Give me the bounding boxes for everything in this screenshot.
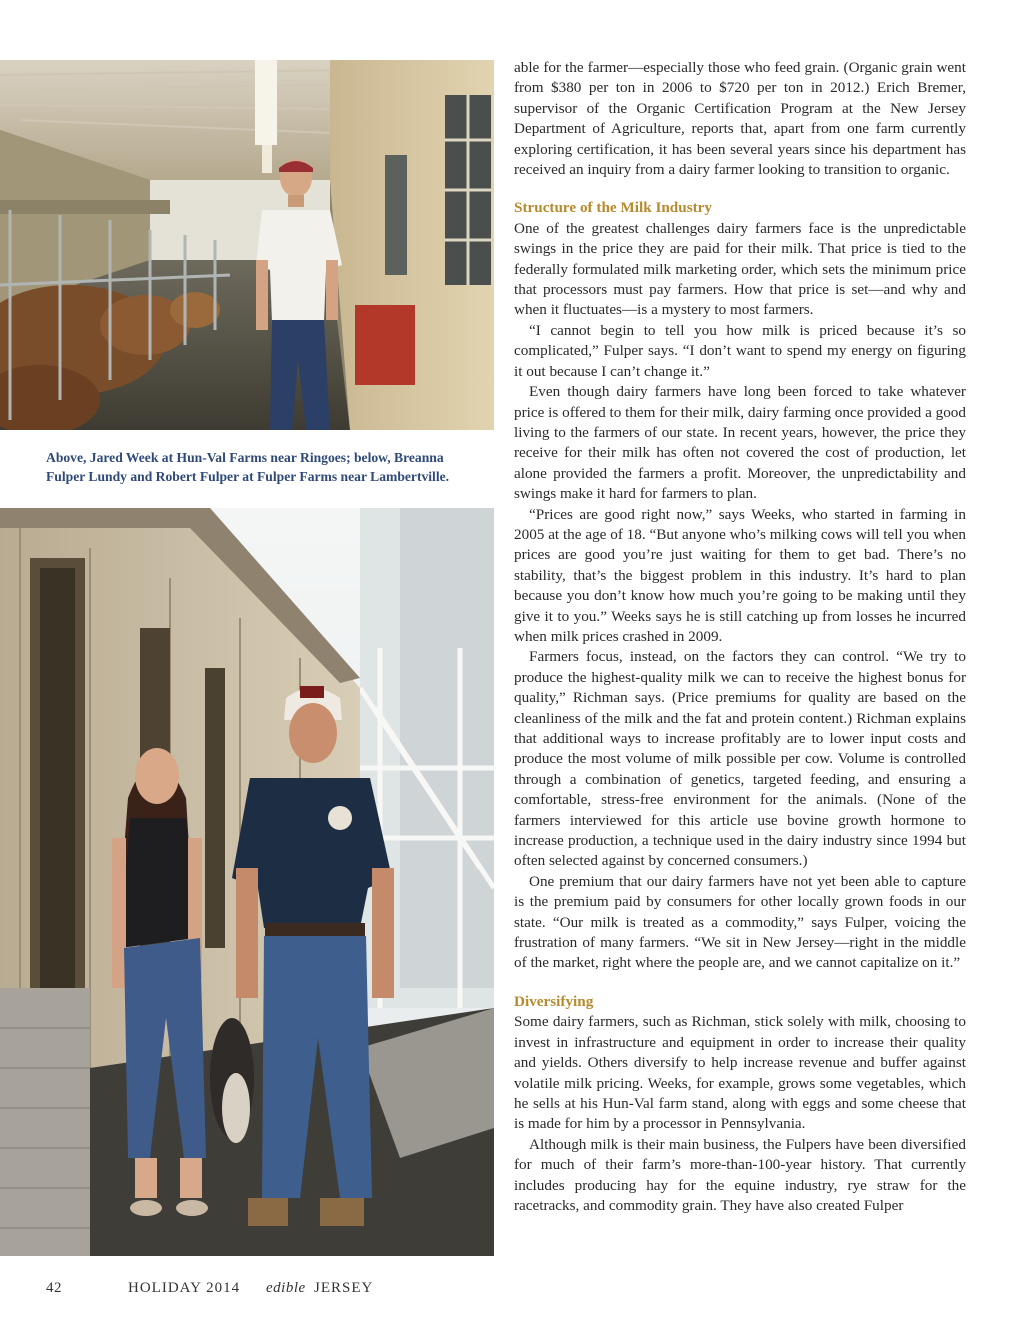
article-paragraph: Some dairy farmers, such as Richman, stick solely with milk, choosing to invest in infrastructure and equipment in order to increase their quality and yields. Others diversify to help increase revenue and buffer against volatile milk pricing. Weeks, for example, grows some vegetables, which he sells at his Hun-Val farm stand, along with eggs and some cheese that is made for him by a processor in Pennsylvania. (514, 1013, 966, 1133)
article-paragraph: Although milk is their main business, the Fulpers have been diversified for much of their farm’s more-than-100-year history. That currently includes producing hay for the equine industry, rye straw for the racetracks, and commodity grain. They have also created Fulper (514, 1135, 966, 1214)
article-paragraph: One of the greatest challenges dairy farmers face is the unpredictable swings in the price they are paid for their milk. That price is tied to the federally formulated milk marketing order, which sets the minimum price that processors must pay farmers. How that price is set—and why and when it fluctuates—is a mystery to most farmers. (514, 219, 966, 319)
section-heading-milk-industry: Structure of the Milk Industry (514, 199, 713, 217)
issue-label: HOLIDAY 2014 (128, 1280, 241, 1296)
article-paragraph: Even though dairy farmers have long been forced to take whatever price is offered to them for their milk, dairy farming once provided a good living to the farmers of our state. In recent years, however, the price they receive for their milk has often not covered the cost of production, let alone provided the farmers a profit. Moreover, the unpredictability and swings make it hard for farmers to plan. (514, 383, 966, 503)
barn-photo-top (0, 60, 494, 430)
article-paragraph: “I cannot begin to tell you how milk is priced because it’s so complicated,” Fulper says. “I don’t want to spend my energy on figuring it out because I can’t change it.” (514, 321, 966, 380)
page-number: 42 (46, 1280, 62, 1296)
article-column (514, 58, 966, 1216)
article-paragraph: able for the farmer—especially those who feed grain. (Organic grain went from $380 per ton in 2006 to $720 per ton in 2012.) Erich Bremer, supervisor of the Organic Certification Program at the New Jersey Department of Agriculture, reports that, apart from one farm currently exploring certification, it has been several years since his department has received an inquiry from a dairy farmer looking to transition to organic. (514, 59, 966, 179)
farm-photo-bottom (0, 508, 494, 1256)
brand-edible: edible (266, 1280, 306, 1296)
section-heading-diversifying: Diversifying (514, 992, 594, 1010)
article-paragraph: Farmers focus, instead, on the factors they can control. “We try to produce the highest-quality milk we can to receive the highest bonus for quality,” Richman says. (Price premiums for quality are based on the cleanliness of the milk and the fat and protein content.) Richman explains that additional ways to increase profitably are to lower input costs and produce the most volume of milk possible per cow. Volume is controlled through a combination of genetics, targeted feeding, and ensuring a comfortable, stress-free environment for the animals. (None of the farmers interviewed for this article use bovine growth hormone to increase production, a technique used in the dairy industry since 1994 but often selected against by concerned consumers.) (514, 648, 966, 870)
article-paragraph: “Prices are good right now,” says Weeks, who started in farming in 2005 at the age of 18. “But anyone who’s milking cows will tell you when prices are good you’re just waiting for them to get bad. There’s no stability, that’s the biggest problem in this industry. It’s hard to plan because you don’t know how much you’re going to be making until they give it to you.” Weeks says he is still catching up from losses he incurred when milk prices crashed in 2009. (514, 505, 966, 645)
brand-name: JERSEY (314, 1280, 374, 1296)
photo-caption: Above, Jared Week at Hun-Val Farms near Ringoes; below, Breanna Fulper Lundy and Robert Fulper at Fulper Farms near Lambertville. (46, 450, 450, 484)
article-paragraph: One premium that our dairy farmers have not yet been able to capture is the premium paid by consumers for other locally grown foods in our state. “Our milk is treated as a commodity,” says Fulper, voicing the frustration of many farmers. “We sit in New Jersey—right in the middle of the market, right where the people are, and we cannot capitalize on it.” (514, 872, 966, 972)
